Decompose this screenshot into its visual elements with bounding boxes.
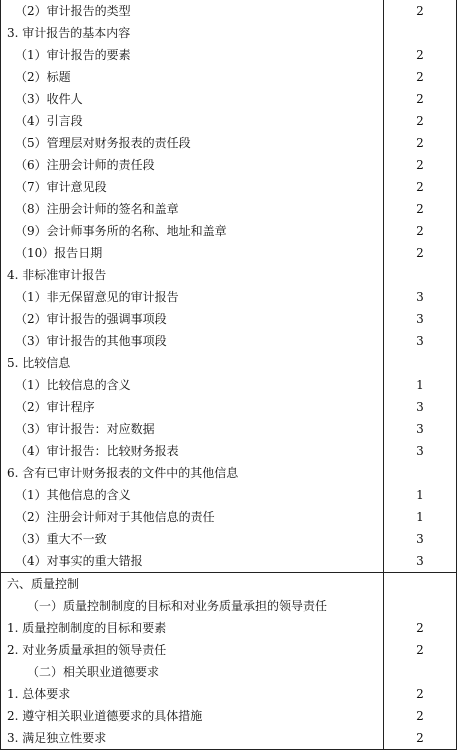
table-row [1,462,456,484]
table-row [1,132,456,154]
row-level: 2 [416,48,424,62]
row-content: （3）审计报告：对应数据 [1,418,384,440]
row-content: （一）质量控制制度的目标和对业务质量承担的领导责任 [1,595,384,617]
row-content: （8）注册会计师的签名和盖章 [1,198,384,220]
row-content: 6. 含有已审计财务报表的文件中的其他信息 [1,462,384,484]
row-level: 3 [416,444,424,458]
row-level: 2 [416,114,424,128]
table-row [1,639,456,661]
row-level: 2 [416,731,424,745]
row-level [384,462,457,484]
row-level: 2 [416,180,424,194]
row-level [384,22,457,44]
row-level: 2 [416,621,424,635]
row-content: 1. 总体要求 [1,683,384,705]
row-level: 2 [416,92,424,106]
row-level: 3 [416,554,424,568]
table-row [1,550,456,573]
row-content: （10）报告日期 [1,242,384,264]
row-content: （4）对事实的重大错报 [1,550,384,573]
table-row [1,440,456,462]
row-level: 2 [416,202,424,216]
row-content: （1）其他信息的含义 [1,484,384,506]
table-row [1,110,456,132]
table-row [1,198,456,220]
table-row [1,286,456,308]
syllabus-table [1,0,456,749]
table-row [1,727,456,749]
row-level: 1 [416,510,424,524]
row-level: 2 [416,70,424,84]
table-row [1,705,456,727]
table-row [1,154,456,176]
row-content: （1）比较信息的含义 [1,374,384,396]
row-level: 2 [416,224,424,238]
row-level: 3 [416,400,424,414]
row-level: 2 [416,4,424,18]
row-level [384,264,457,286]
row-content: （2）审计报告的类型 [1,0,384,22]
row-level: 1 [416,378,424,392]
table-row [1,374,456,396]
row-level [384,661,457,683]
row-level [384,573,457,596]
table-row [1,484,456,506]
syllabus-table-body [1,0,456,749]
table-row [1,661,456,683]
row-content: 六、质量控制 [1,573,384,596]
row-content: （二）相关职业道德要求 [1,661,384,683]
table-row [1,220,456,242]
table-row [1,418,456,440]
row-level: 3 [416,290,424,304]
table-row [1,528,456,550]
table-row [1,330,456,352]
row-content: 3. 满足独立性要求 [1,727,384,749]
row-content: 2. 对业务质量承担的领导责任 [1,639,384,661]
row-level: 1 [416,488,424,502]
row-level: 2 [416,709,424,723]
table-row [1,242,456,264]
row-level: 3 [416,532,424,546]
row-content: （3）收件人 [1,88,384,110]
row-content: （9）会计师事务所的名称、地址和盖章 [1,220,384,242]
table-row [1,66,456,88]
row-level [384,595,457,617]
table-row [1,617,456,639]
row-content: （5）管理层对财务报表的责任段 [1,132,384,154]
row-level: 2 [416,136,424,150]
row-content: （2）审计报告的强调事项段 [1,308,384,330]
table-row [1,352,456,374]
row-content: 3. 审计报告的基本内容 [1,22,384,44]
table-row [1,308,456,330]
table-row [1,0,456,22]
row-content: 5. 比较信息 [1,352,384,374]
row-content: （7）审计意见段 [1,176,384,198]
row-level: 2 [416,687,424,701]
row-content: （2）注册会计师对于其他信息的责任 [1,506,384,528]
table-row [1,88,456,110]
table-row [1,22,456,44]
table-row [1,264,456,286]
row-content: （2）审计程序 [1,396,384,418]
row-content: （3）重大不一致 [1,528,384,550]
row-content: 4. 非标准审计报告 [1,264,384,286]
row-level: 2 [416,643,424,657]
table-row [1,44,456,66]
row-content: 1. 质量控制制度的目标和要素 [1,617,384,639]
row-level: 2 [416,158,424,172]
row-content: （1）非无保留意见的审计报告 [1,286,384,308]
table-row [1,573,456,596]
row-content: （2）标题 [1,66,384,88]
table-row [1,595,456,617]
row-content: （1）审计报告的要素 [1,44,384,66]
table-row [1,176,456,198]
row-content: （3）审计报告的其他事项段 [1,330,384,352]
row-content: 2. 遵守相关职业道德要求的具体措施 [1,705,384,727]
row-content: （4）引言段 [1,110,384,132]
row-level: 3 [416,422,424,436]
row-content: （6）注册会计师的责任段 [1,154,384,176]
row-level [384,352,457,374]
row-level: 2 [416,246,424,260]
row-level: 3 [416,312,424,326]
table-row [1,506,456,528]
row-content: （4）审计报告：比较财务报表 [1,440,384,462]
table-row [1,396,456,418]
row-level: 3 [416,334,424,348]
table-row [1,683,456,705]
